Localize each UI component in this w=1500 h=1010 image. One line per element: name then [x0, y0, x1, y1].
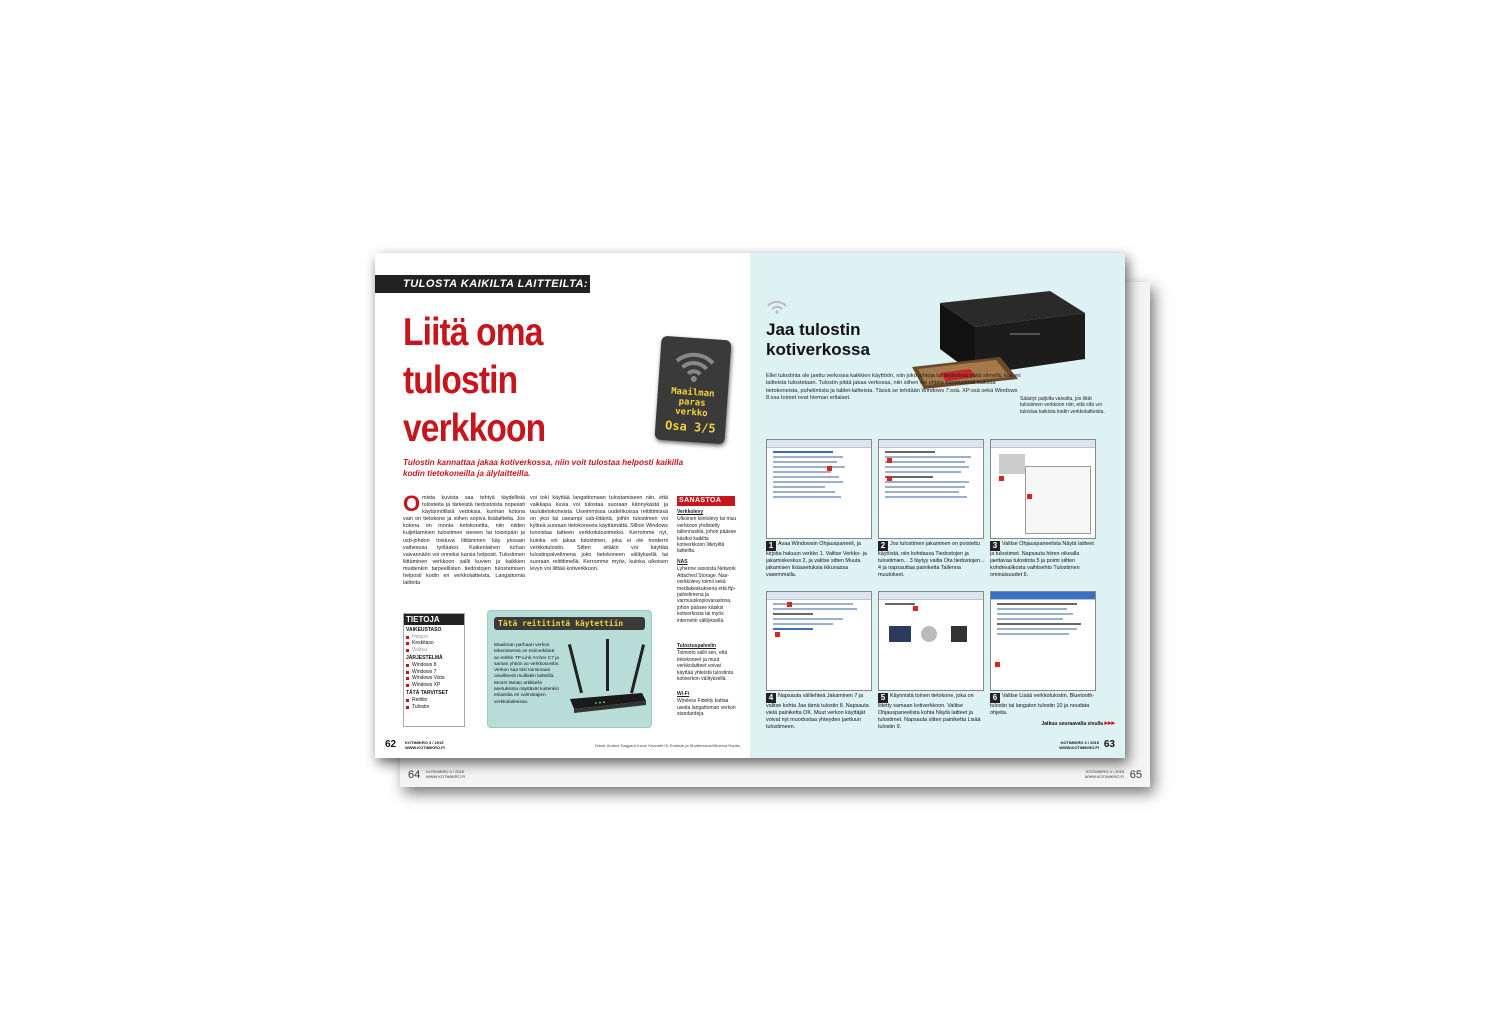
left-footer	[385, 739, 445, 750]
back-spread-footer	[400, 763, 1150, 787]
right-magazine-name: KOTIMIKRO 3 / 2015	[1060, 740, 1099, 745]
info-subheading: TÄTÄ TARVITSET	[406, 690, 449, 697]
right-page-title	[766, 320, 870, 360]
body-text: mista kuvista saa tehtyä täydellisiä tulosteita ja tärkeistä tiedostoista nopeasti käytännöllisiä vedoksia, kunhan kotona vain on tietokone ja siihen sopiva lisälaitteita. Jos kotona on monta tietokonetta, niin niiden kuljettaminen tulostimen viereen tai toisinpäin ja usb-johdon toistuva liittäminen käy joissain vaiheessa työläaksi. Kaikenlainen turhan vaivannäön voi onneksi karsia helposti. Tulostimen liittäminen verkkoon sallii kuvien ja kaikkien muidenkin tarpeellisten tiedostojen tulostamisen helposti kodin eri verkkolaitteista. Langattomia laitteita	[403, 495, 525, 587]
series-badge	[654, 336, 731, 445]
info-box-title: TIETOJA	[404, 614, 464, 625]
system-item: Windows 7	[404, 669, 464, 676]
continue-text: Jatkuu seuraavalla sivulla	[1041, 721, 1104, 727]
glossary-text: Lyhenne sanoista Network Attached Storage. Nas-verkkolevy toimii sekä mediakeskuksena että ftp-palvelimena ja varmuuskopiovarastona, johon pääsee käsiksi kotiverkosta tai myös internetin välityksellä.	[677, 566, 736, 624]
left-magazine-url: WWW.KOTIMIKRO.FI	[405, 745, 445, 750]
magazine-spread	[375, 253, 1125, 758]
glossary-term: Wi-Fi	[677, 691, 690, 697]
step-text: Avaa Windowsin Ohjauspaneeli, ja kirjoita hakuun verkko 1. Valitse Verkko- ja jakamiskeskus 2, ja valitse sitten Muuta jakamisen lisäasetuksia ikkunassa vasemmalla.	[766, 541, 867, 578]
router-image	[566, 637, 648, 717]
router-box-title: Tätä reititintä käytettiin	[494, 617, 645, 630]
back-right-magazine-url: WWW.KOTIMIKRO.FI	[1084, 774, 1124, 779]
back-right-magazine	[1085, 769, 1124, 779]
continue-note	[1041, 719, 1115, 727]
info-subheading: JÄRJESTELMÄ	[406, 655, 443, 662]
badge-part: Osa 3/5	[664, 418, 717, 436]
left-magazine	[405, 740, 465, 750]
badge-line: paras	[678, 397, 706, 409]
headline-line: tulostin	[403, 359, 518, 402]
badge-line: Maailman	[670, 386, 715, 400]
back-right-magazine-name: KOTIMIKRO 3 / 2015	[1085, 769, 1124, 774]
system-item: Windows XP	[404, 682, 464, 689]
back-left-magazine	[426, 769, 465, 779]
glossary-text: Wireless Fidelity kattaa useita langattoman verkon standardeja.	[677, 698, 736, 718]
router-box-text: Maailman parhaan verkon tekemisessä on esimerkkinä ac-reititin TP-Link Archer C7 ja saman yhtiön ac-verkkosovitin. Verkon saa toki toimimaan oivallisesti muillakin laitteilla. Monet tämän artikkelin asetuksista näyttävät kuitenkin erilaisilta eri valmistajien verkkolaitteissa.	[494, 643, 560, 705]
glossary-item	[677, 643, 737, 682]
step-4	[766, 693, 874, 731]
right-page-number: 63	[1103, 739, 1115, 750]
step-4-screenshot	[766, 591, 872, 691]
step-6-screenshot	[990, 591, 1096, 691]
glossary-item	[677, 559, 737, 624]
step-text: Valitse Lisää verkkotulostin, Bluetooth-tulostin tai langaton tulostin 10 ja noudata ohjeita.	[990, 693, 1095, 716]
credits: Teksti: Anders Dagpard Kuva: Kenneth Gr Embeck ja Shutterstock/Minerva Rautio	[594, 743, 740, 748]
right-intro: Ellei tulostinta ole jaettu verkossa kaikkien käyttöön, niin joko johtoja tai tiedostoja pitää siirrellä, kun eri laitteista tulostetaan. Tulostin pitää jakaa verkossa, niin siihen voi ohjata tulostustöitä kaikista tietokoneista, puhelimista ja tablet-laitteista. Tässä se tehdään Windows 7:ssä. XP:ssä sekä Windows 8:ssa toimet ovat hieman erilaiset.	[766, 373, 1021, 402]
step-5-screenshot	[878, 591, 984, 691]
requirement-item: Tulostin	[404, 704, 464, 711]
body-column-1	[403, 491, 525, 587]
wifi-icon	[766, 297, 788, 315]
back-left-magazine-name: KOTIMIKRO 3 / 2015	[426, 769, 465, 774]
printer-caption: Säästyt paljolta vaivalta, jos liität tulostimen verkkoon niin, että sitä voi tulostaa kaikista kodin verkkolaitteista.	[1020, 396, 1105, 415]
glossary-text: Toiminto sallii sen, että tietokoneet ja muut verkkolaitteet voivat käyttää yhteistä tulostinta kotiverkon välityksellä.	[677, 650, 734, 683]
step-text: Käynnistä toinen tietokone, joka on liitetty samaan kotiverkkoon. Valitse Ohjauspaneelista kohta Näytä laitteet ja tulostimet. Napsauta sitten painiketta Lisää tulostin 9.	[878, 693, 981, 730]
kicker: TULOSTA KAIKILTA LAITTEILTA:	[375, 275, 590, 293]
headline	[403, 309, 609, 453]
requirement-item: Reititin	[404, 697, 464, 704]
continue-arrows: ▸▸▸	[1104, 720, 1115, 727]
step-number: 5	[878, 693, 888, 703]
glossary-item	[677, 509, 737, 555]
left-page	[375, 253, 750, 758]
left-page-number: 62	[385, 739, 397, 750]
back-left-magazine-url: WWW.KOTIMIKRO.FI	[426, 774, 466, 779]
step-number: 1	[766, 541, 776, 551]
lead-paragraph: Tulostin kannattaa jakaa kotiverkossa, niin voit tulostaa helposti kaikilla kodin tietokoneilla ja älylaitteilla.	[403, 458, 684, 478]
step-number: 3	[990, 541, 1000, 551]
dropcap: O	[403, 491, 421, 516]
step-text: Valitse Ohjauspaneelista Näytä laitteet ja tulostimet. Napsauta hiiren oikealla jaettavaa tulostinta 5 ja poimi siitten kohdevalikosta vaihtoehto Tulostimen ominaisuudet 6.	[990, 541, 1094, 578]
glossary-term: Tulostuspalvelin	[677, 643, 717, 649]
right-magazine	[1039, 740, 1099, 750]
step-3-screenshot	[990, 439, 1096, 539]
step-3	[990, 541, 1098, 579]
step-1	[766, 541, 874, 579]
title-line: kotiverkossa	[766, 340, 870, 359]
step-number: 2	[878, 541, 888, 551]
wifi-icon	[671, 345, 718, 386]
system-item: Windows Vista	[404, 675, 464, 682]
router-box	[487, 610, 652, 728]
title-line: Jaa tulostin	[766, 320, 861, 339]
info-subheading: VAIKEUSTASO	[406, 627, 442, 633]
step-number: 6	[990, 693, 1000, 703]
badge-line: verkko	[674, 406, 708, 420]
body-column-2	[530, 495, 668, 573]
step-2-screenshot	[878, 439, 984, 539]
step-number: 4	[766, 693, 776, 703]
system-item: Windows 8	[404, 662, 464, 669]
step-2	[878, 541, 986, 579]
badge-text	[656, 386, 728, 421]
headline-line: Liitä oma	[403, 311, 543, 354]
glossary-term: NAS	[677, 559, 688, 565]
body-text: voi tokí käyttää langattomaan tulostamiseen niin, että vaikkapa kuvia voi tulostaa suoraan kännykästä ja taulutietokoneista. Useimmissa uudehkoissa reitittimissä on yksi tai useampi usb-liitäntä, joihin tulostimen voi kytkeä suoraan tietokoneeta käyttämättä. Silloin Windows tunnistaa laitteen verkkotulostimeksi. Kerromme nyt, kuinka voi jakaa tulostimen, joka ei ole moderni verkkotulostin. Sitten sitäkin voi käyttää tulostinpalvelimena joko tietokoneen välityksellä tai suoraan reitittimellä. Kerromme myös, kuinka ulkoisen levyn voi liittää kotiverkkoon.	[530, 495, 668, 572]
step-6	[990, 693, 1098, 717]
right-footer	[1059, 739, 1115, 750]
step-5	[878, 693, 986, 731]
glossary-title: SANASTOA	[677, 496, 735, 506]
difficulty-item: Vaikea	[404, 647, 464, 654]
step-text: Jos tulostimen jakaminen on poistettu käytöstä, niin kohdassa Tiedostojen ja tulostimien... 3 täytyy valita Ota tiedostojen... 4 ja napsauttaa painiketta Tallenna muutokset.	[878, 541, 985, 578]
step-1-screenshot	[766, 439, 872, 539]
left-magazine-name: KOTIMIKRO 3 / 2015	[405, 740, 444, 745]
difficulty-item: Keskitaso	[404, 640, 464, 647]
difficulty-item: Helppo	[404, 634, 464, 641]
right-page	[750, 253, 1125, 758]
glossary-term: Verkkolevy	[677, 509, 704, 515]
right-magazine-url: WWW.KOTIMIKRO.FI	[1059, 745, 1099, 750]
glossary-item	[677, 691, 737, 718]
info-box	[403, 613, 465, 727]
glossary-text: Ulkoinen kiintolevy tai muu verkkoon yhdistetty tallennustila, johon pääsee käsiksi kaikilta kotiverkkoon liitetyiltä laitteilta.	[677, 516, 737, 555]
back-right-page-number: 65	[1129, 769, 1142, 781]
headline-line: verkkoon	[403, 407, 546, 450]
step-text: Napsauta välilehteä Jakaminen 7 ja valitse kohta Jaa tämä tulostin 8. Napsauta vielä painiketta OK. Muut verkon käyttäjät voivat nyt muodostaa yhteyden jaettuun tulostimeen.	[766, 693, 869, 730]
back-left-page-number: 64	[408, 769, 421, 781]
